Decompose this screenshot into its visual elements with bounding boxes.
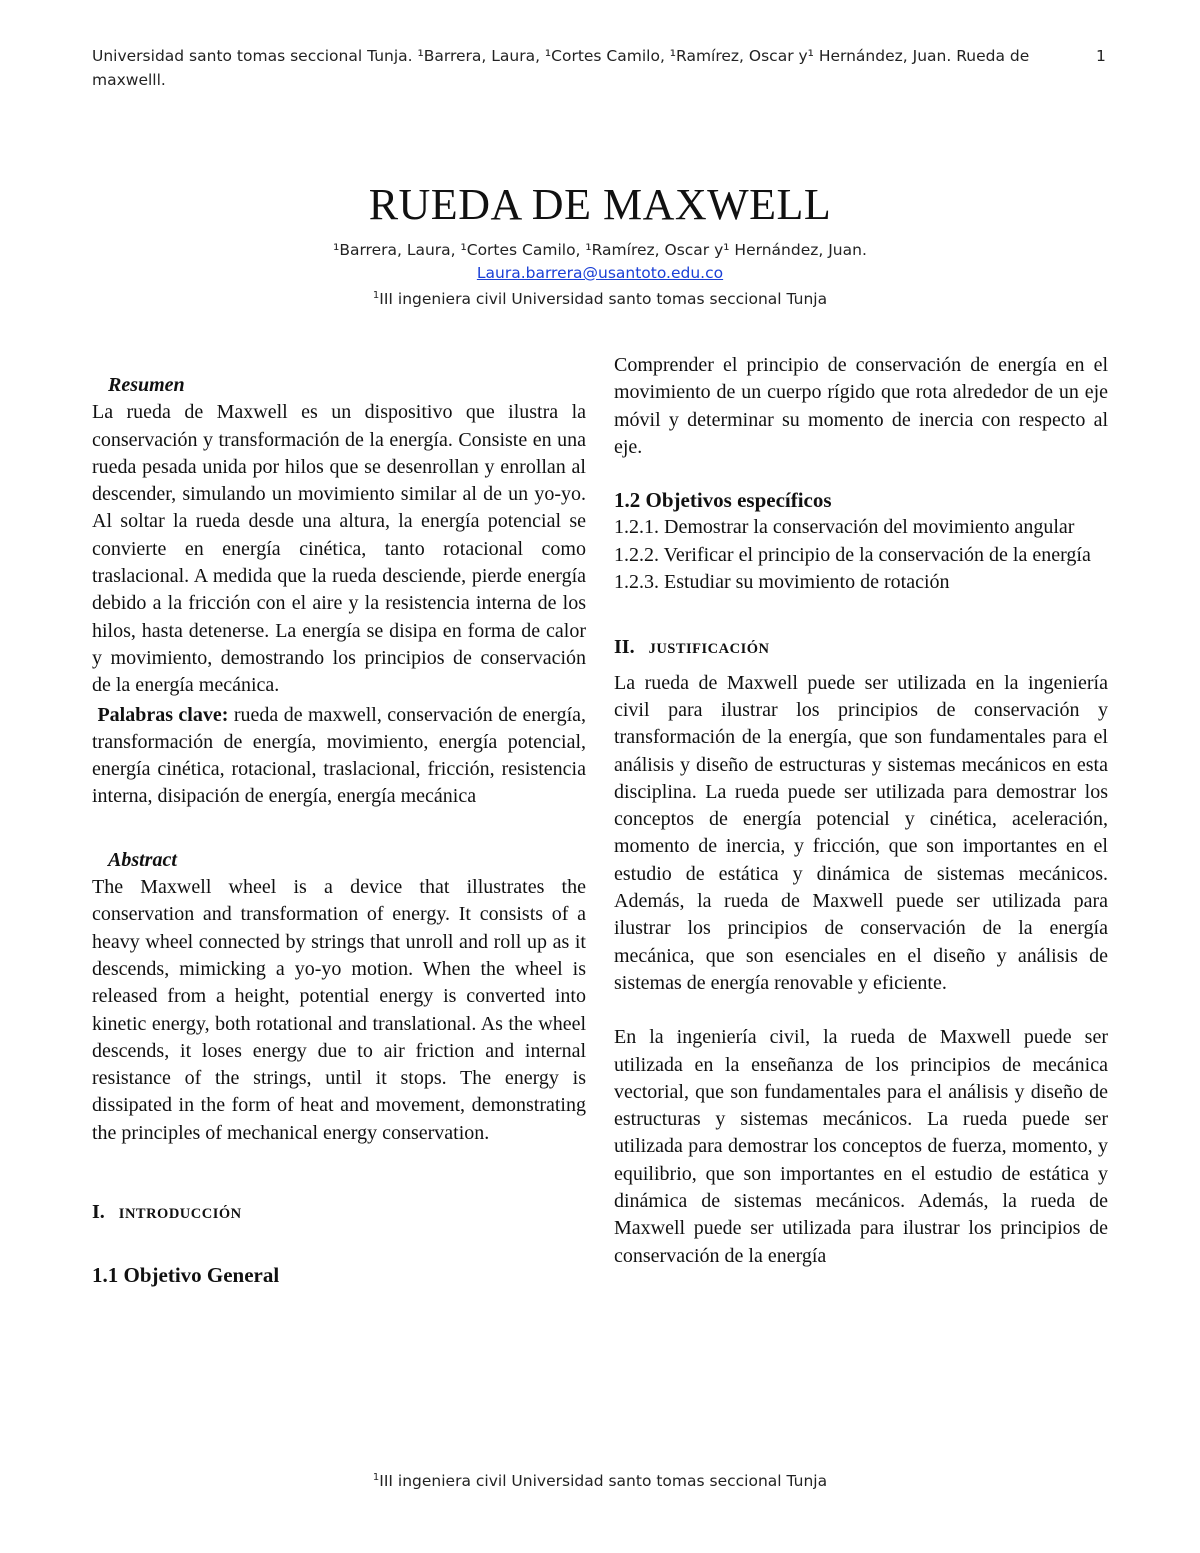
keywords-label: Palabras clave: bbox=[97, 703, 229, 726]
page-footer bbox=[0, 1466, 1200, 1493]
abstract-body: The Maxwell wheel is a device that illustrates the conservation and transformation of energy. It consists of a heavy wheel connected by strings that unroll and roll up as it descends, mimicking a yo-yo motion. When the wheel is released from a height, potential energy is converted into kinetic energy, both rotational and translational. As the wheel descends, it loses energy due to air friction and internal resistance of the strings, until it stops. The energy is dissipated in the form of heat and movement, demonstrating the principles of mechanical energy conservation. bbox=[92, 876, 586, 1144]
affiliation-marker: 1 bbox=[372, 290, 380, 301]
resumen-body: La rueda de Maxwell es un dispositivo que ilustra la conservación y transformación de la energía. Consiste en una rueda pesada unida por hilos que se desenrollan y enrollan al descender, simulando un movimiento similar al de un yo-yo. Al soltar la rueda desde una altura, la energía potencial se convierte en energía cinética, tanto rotacional como traslacional. A medida que la rueda desciende, pierde energía debido a la fricción con el aire y la resistencia interna de los hilos, hasta detenerse. La energía se disipa en forma de calor y movimiento, demostrando los principios de conservación de la energía mecánica. bbox=[92, 401, 586, 697]
objetivo-general-heading: 1.1 Objetivo General bbox=[92, 1263, 280, 1288]
resumen-heading: Resumen bbox=[108, 374, 185, 396]
section-justificacion-heading bbox=[614, 634, 1108, 663]
objective-item: 1.2.2. Verificar el principio de la conservación de la energía bbox=[614, 543, 1091, 566]
author-email bbox=[0, 261, 1200, 285]
footer-text: III ingeniera civil Universidad santo tomas seccional Tunja bbox=[379, 1472, 828, 1490]
right-column bbox=[614, 352, 1108, 1270]
footer-marker: 1 bbox=[372, 1472, 380, 1483]
justificacion-paragraph-1: La rueda de Maxwell puede ser utilizada en la ingeniería civil para ilustrar los principios de conservación y transformación de la energía, que son fundamentales para el análisis y diseño de estructuras y sistemas mecánicos en esta disciplina. La rueda puede ser utilizada para demostrar los conceptos de energía potencial y cinética, aceleración, momento de inercia, y fricción, que son importantes en el estudio de estática y dinámica de sistemas mecánicos. Además, la rueda de Maxwell puede ser utilizada para ilustrar los principios de conservación de la energía mecánica, que son esenciales en el diseño y análisis de sistemas de energía renovable y eficiente. bbox=[614, 671, 1108, 994]
abstract-heading: Abstract bbox=[108, 848, 177, 871]
justificacion-paragraph-2: En la ingeniería civil, la rueda de Maxwell puede ser utilizada en la enseñanza de los principios de mecánica vectorial, que son fundamentales para el análisis y diseño de estructuras y sistemas mecánicos. La rueda puede ser utilizada para demostrar los conceptos de fuerza, momento, y equilibrio, que son importantes en el estudio de estática y dinámica de sistemas mecánicos. Además, la rueda de Maxwell puede ser utilizada para ilustrar los principios de conservación de la energía bbox=[614, 1026, 1108, 1267]
affiliation-text: III ingeniera civil Universidad santo tomas seccional Tunja bbox=[379, 290, 828, 308]
author-list: ¹Barrera, Laura, ¹Cortes Camilo, ¹Ramírez, Oscar y¹ Hernández, Juan. bbox=[333, 241, 867, 259]
email-link[interactable]: Laura.barrera@usantoto.edu.co bbox=[476, 264, 724, 282]
objetivo-general-text: Comprender el principio de conservación de energía en el movimiento de un cuerpo rígido que rota alrededor de un eje móvil y determinar su momento de inercia con respecto al eje. bbox=[614, 354, 1108, 458]
objective-item: 1.2.3. Estudiar su movimiento de rotación bbox=[614, 571, 950, 594]
paper-title: RUEDA DE MAXWELL bbox=[368, 180, 832, 229]
page-number: 1 bbox=[1096, 47, 1106, 65]
left-column bbox=[92, 372, 586, 1290]
section-introduccion-heading bbox=[92, 1199, 586, 1228]
affiliation bbox=[0, 284, 1200, 311]
section-title: JUSTIFICACIÓN bbox=[648, 641, 770, 658]
objective-item: 1.2.1. Demostrar la conservación del movimiento angular bbox=[614, 516, 1075, 539]
running-header: Universidad santo tomas seccional Tunja. ¹Barrera, Laura, ¹Cortes Camilo, ¹Ramírez, Oscar y¹ Hernández, Juan. Rueda de maxwelll. bbox=[92, 47, 1030, 89]
section-number: I. bbox=[92, 1201, 105, 1224]
keywords-paragraph bbox=[92, 702, 586, 811]
section-number: II. bbox=[614, 636, 635, 659]
keywords-list: rueda de maxwell, conservación de energía, transformación de energía, movimiento, energía potencial, energía cinética, rotacional, traslacional, fricción, resistencia interna, disipación de energía, energía mecánica bbox=[92, 703, 587, 808]
section-title: INTRODUCCIÓN bbox=[118, 1206, 242, 1223]
objetivos-especificos-heading: 1.2 Objetivos específicos bbox=[614, 488, 832, 513]
